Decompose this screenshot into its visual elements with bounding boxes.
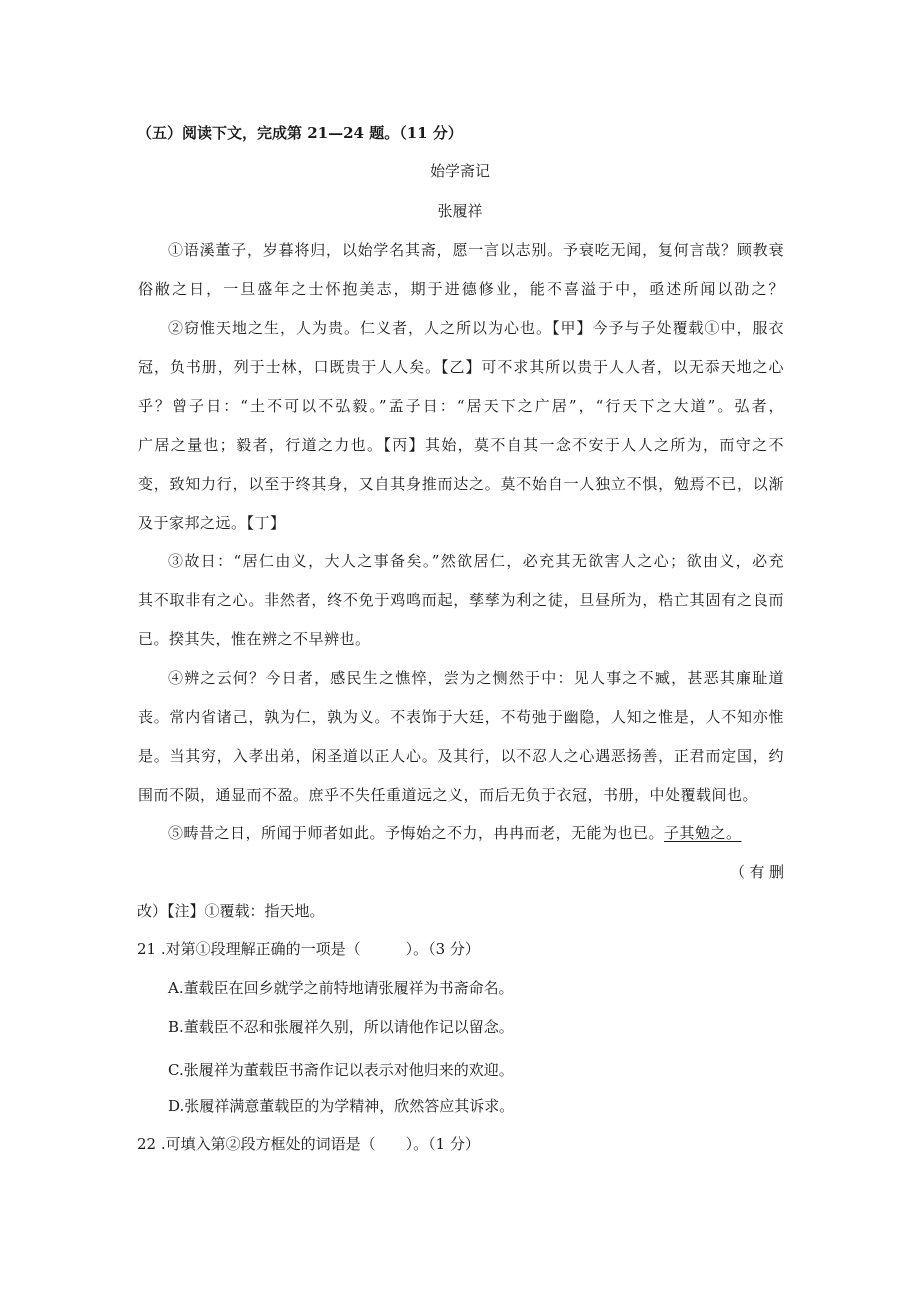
question-21-option-c: C.张履祥为董载臣书斋作记以表示对他归来的欢迎。	[168, 1061, 514, 1079]
paragraph-1-line-2: 俗敝之日，一旦盛年之士怀抱美志，期于进德修业，能不喜溢于中，亟述所闻以劭之？	[138, 280, 784, 298]
paragraph-4-line-4: 围而不陨，通显而不盈。庶乎不失任重道远之义，而后无负于衣冠，书册，中处覆载间也。	[138, 786, 759, 804]
question-21-stem: 21 .对第①段理解正确的一项是（ ）。（3 分）	[137, 940, 480, 958]
paragraph-4-line-3: 是。当其穷，入孝出弟，闲圣道以正人心。及其行，以不忍人之心遇恶扬善，正君而定国，约	[138, 747, 784, 765]
paragraph-3-line-2: 其不取非有之心。非然者，终不免于鸡鸣而起，孳孳为利之徒，旦昼所为，梏亡其固有之良而	[138, 591, 784, 609]
paragraph-2-line-4: 广居之量也；毅者，行道之力也。【丙】其始，莫不自其一念不安于人人之所为，而守之不	[138, 436, 784, 454]
question-21-option-b: B.董载臣不忍和张履祥久别，所以请他作记以留念。	[168, 1018, 514, 1036]
paragraph-5-underlined: 子其勉之。	[664, 824, 742, 842]
paragraph-2-line-1: ②窃惟天地之生，人为贵。仁义者，人之所以为心也。【甲】今予与子处覆载①中，服衣	[168, 319, 784, 337]
paragraph-1-line-1: ①语溪董子，岁暮将归，以始学名其斋，愿一言以志别。予衰吃无闻，复何言哉？顾教衰	[168, 241, 784, 259]
essay-author: 张履祥	[437, 202, 483, 220]
paragraph-3-line-3: 已。揆其失，惟在辨之不早辨也。	[138, 630, 371, 648]
question-21-option-a: A.董载臣在回乡就学之前特地请张履祥为书斋命名。	[168, 979, 514, 997]
paragraph-4-line-1: ④辨之云何？今日者，感民生之憔悴，尝为之恻然于中：见人事之不臧，甚恶其廉耻道	[168, 669, 784, 687]
paragraph-2-line-5: 变，致知力行，以至于终其身，又自其身推而达之。莫不始自一人独立不惧，勉焉不已，以渐	[138, 475, 784, 493]
paragraph-2-line-2: 冠，负书册，列于士林，口既贵于人人矣。【乙】可不求其所以贵于人人者，以无忝天地之心	[138, 358, 784, 376]
question-21-option-d: D.张履祥满意董载臣的为学精神，欣然答应其诉求。	[168, 1097, 515, 1115]
essay-title: 始学斋记	[429, 162, 490, 180]
paragraph-2-line-3: 乎？曾子日：“土不可以不弘毅。”孟子日：“居天下之广居”，“行天下之大道”。弘者，	[138, 397, 784, 415]
source-note-part-1: （有删	[730, 863, 784, 881]
paragraph-4-line-2: 丧。常内省诸己，孰为仁，孰为义。不表饰于大廷，不苟弛于幽隐，人知之惟是，人不知亦惟	[138, 708, 784, 726]
paragraph-5-text: ⑤畴昔之日，所闻于师者如此。予悔始之不力，冉冉而老，无能为也已。	[168, 824, 665, 842]
paragraph-3-line-1: ③故日：“居仁由义，大人之事备矣。”然欲居仁，必充其无欲害人之心；欲由义，必充	[168, 552, 784, 570]
source-note-part-2: 改）【注】①覆载：指天地。	[137, 902, 325, 920]
paragraph-5	[168, 823, 742, 843]
section-header: （五）阅读下文，完成第 21—24 题。（11 分）	[137, 124, 463, 142]
paragraph-2-line-6: 及于家邦之远。【丁】	[138, 514, 286, 532]
question-22-stem: 22 .可填入第②段方框处的词语是（ ）。（1 分）	[137, 1135, 480, 1153]
